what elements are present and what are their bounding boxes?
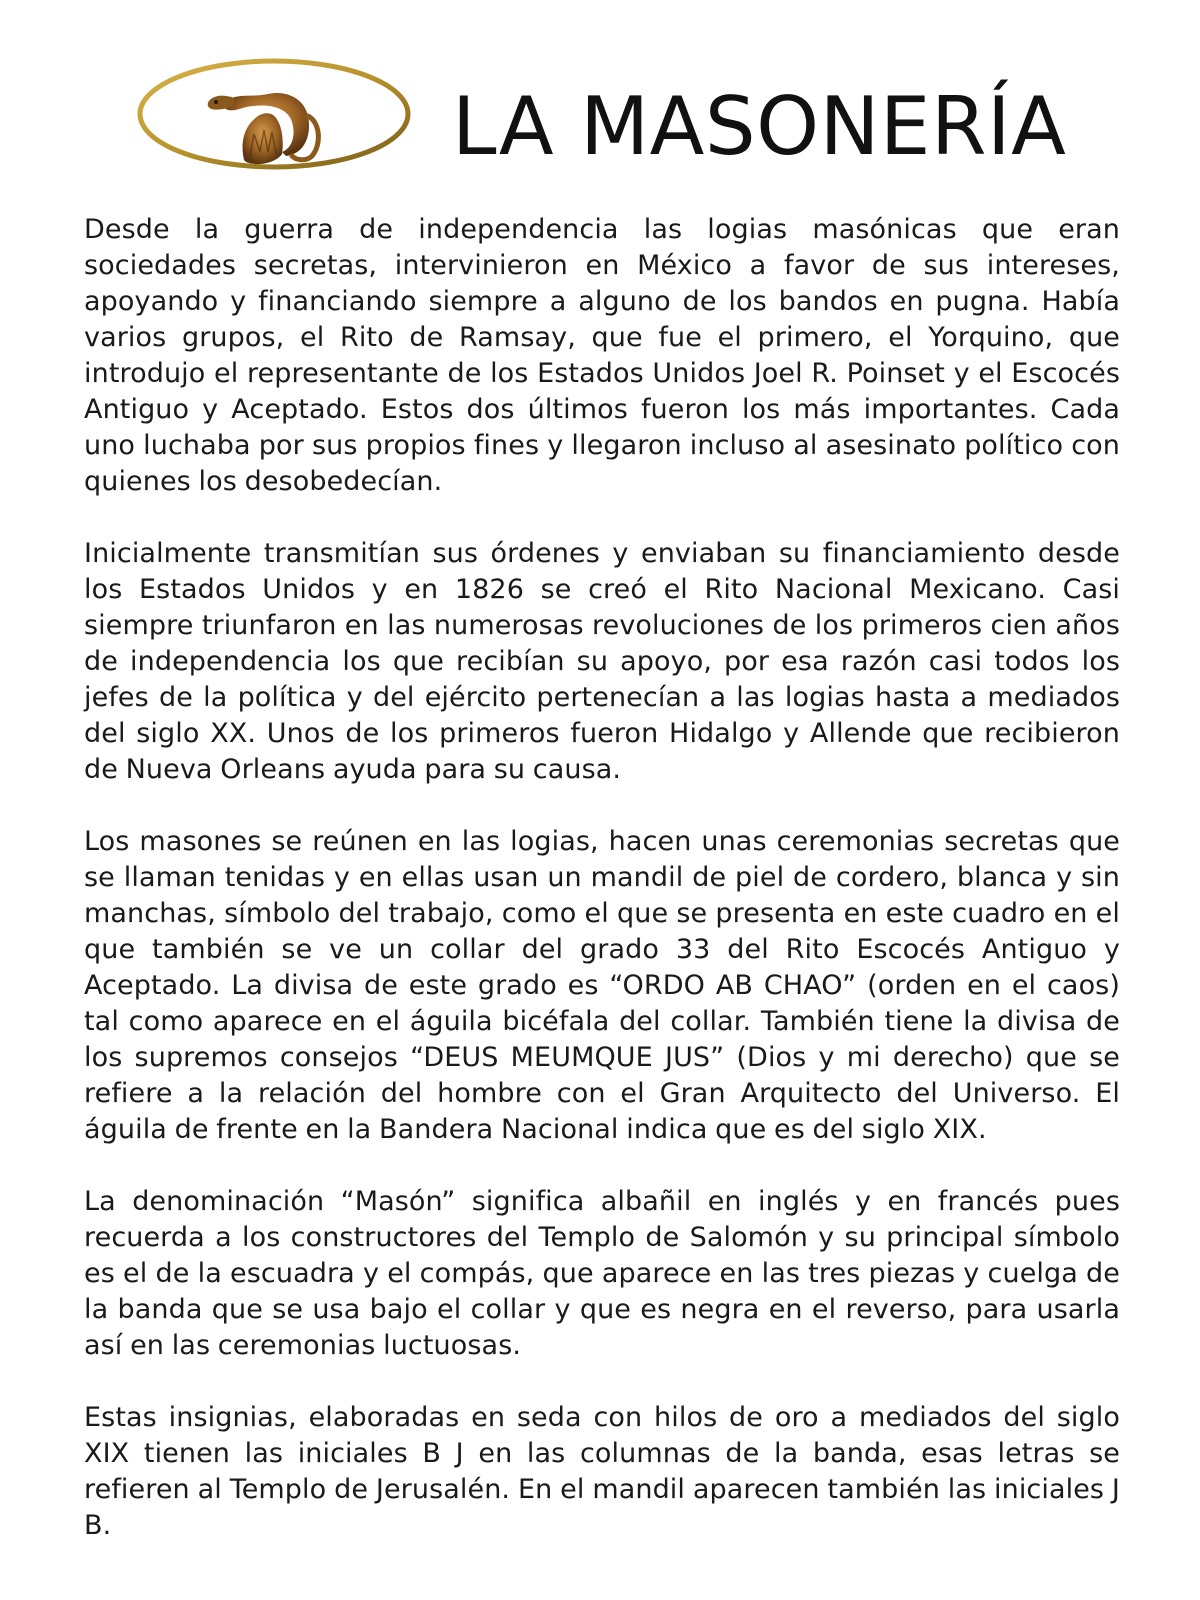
paragraph: La denominación “Masón” significa albañil en inglés y en francés pues recuerda a los constructores del Templo de Salomón y su principal símbolo es el de la escuadra y el compás, que aparece en las tres piezas y cuelga de la banda que se usa bajo el collar y que es negra en el reverso, para usarla así en las ceremonias luctuosas. bbox=[84, 1186, 1120, 1361]
paragraph: Estas insignias, elaboradas en seda con hilos de oro a mediados del siglo XIX tienen las iniciales B J en las columnas de la banda, esas letras se refieren al Templo de Jerusalén. En el mandil aparecen también las iniciales J B. bbox=[84, 1402, 1120, 1541]
article-body bbox=[84, 212, 1120, 1544]
serpent-eagle-emblem-icon bbox=[136, 56, 412, 172]
paragraph: Los masones se reúnen en las logias, hacen unas ceremonias secretas que se llaman tenidas y en ellas usan un mandil de piel de cordero, blanca y sin manchas, símbolo del trabajo, como el que se presenta en este cuadro en el que también se ve un collar del grado 33 del Rito Escocés Antiguo y Aceptado. La divisa de este grado es “ORDO AB CHAO” (orden en el caos) tal como aparece en el águila bicéfala del collar. También tiene la divisa de los supremos consejos “DEUS MEUMQUE JUS” (Dios y mi derecho) que se refiere a la relación del hombre con el Gran Arquitecto del Universo. El águila de frente en la Bandera Nacional indica que es del siglo XIX. bbox=[84, 826, 1120, 1145]
paragraph: Inicialmente transmitían sus órdenes y enviaban su financiamiento desde los Estados Unidos y en 1826 se creó el Rito Nacional Mexicano. Casi siempre triunfaron en las numerosas revoluciones de los primeros cien años de independencia los que recibían su apoyo, por esa razón casi todos los jefes de la política y del ejército pertenecían a las logias hasta a mediados del siglo XX. Unos de los primeros fueron Hidalgo y Allende que recibieron de Nueva Orleans ayuda para su causa. bbox=[84, 538, 1120, 785]
page-header bbox=[0, 0, 1200, 190]
paragraph: Desde la guerra de independencia las logias masónicas que eran sociedades secretas, intervinieron en México a favor de sus intereses, apoyando y financiando siempre a alguno de los bandos en pugna. Había varios grupos, el Rito de Ramsay, que fue el primero, el Yorquino, que introdujo el representante de los Estados Unidos Joel R. Poinset y el Escocés Antiguo y Aceptado. Estos dos últimos fueron los más importantes. Cada uno luchaba por sus propios fines y llegaron incluso al asesinato político con quienes los desobedecían. bbox=[84, 214, 1120, 497]
page-title: LA MASONERÍA bbox=[452, 80, 1067, 173]
